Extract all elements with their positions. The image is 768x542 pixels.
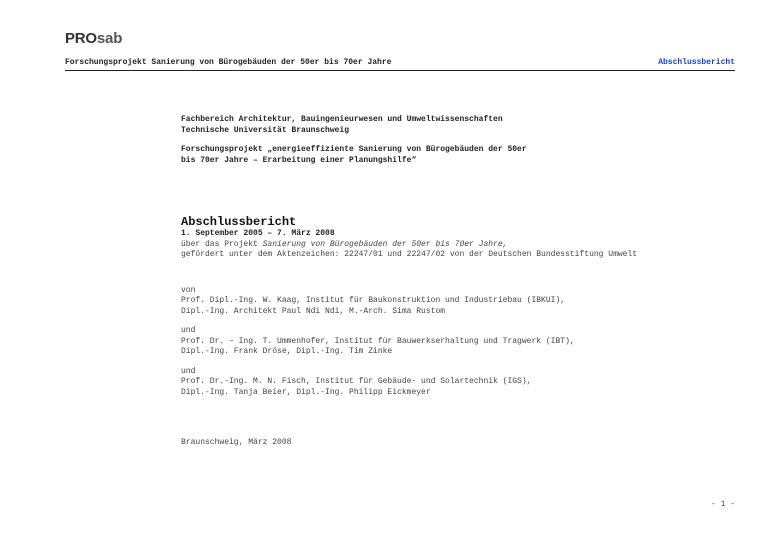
authors-und-2: und	[181, 366, 196, 376]
report-about-project: Sanierung von Bürogebäuden der 50er bis 70er Jahre,	[262, 239, 508, 249]
report-about-prefix: über das Projekt	[181, 239, 263, 249]
project-line-2: bis 70er Jahre – Erarbeitung einer Planungshilfe“	[181, 155, 417, 165]
page-number: - 1 -	[710, 500, 735, 509]
institution-line-2: Technische Universität Braunschweig	[181, 125, 350, 135]
authors-von: von	[181, 285, 196, 295]
report-period: 1. September 2005 – 7. März 2008	[181, 229, 335, 238]
running-header	[65, 58, 735, 71]
author-group-3-line-1: Prof. Dr.-Ing. M. N. Fisch, Institut für Gebäude- und Solartechnik (IGS),	[181, 377, 532, 386]
logo-text-sab: sab	[96, 30, 123, 47]
institution-block	[181, 115, 741, 136]
authors-block	[181, 286, 741, 399]
author-group-2-line-1: Prof. Dr. – Ing. T. Ummenhofer, Institut für Bauwerkserhaltung und Tragwerk (IBT),	[181, 336, 575, 346]
report-title: Abschlussbericht	[181, 215, 297, 229]
author-group-3-line-2: Dipl.-Ing. Tanja Beier, Dipl.-Ing. Philipp Eickmeyer	[181, 387, 431, 397]
place-and-date: Braunschweig, März 2008	[181, 438, 292, 447]
author-group-1-line-2: Dipl.-Ing. Architekt Paul Ndi Ndi, M.-Arch. Sima Rustom	[181, 306, 446, 316]
title-page-content	[181, 115, 741, 449]
report-about	[181, 240, 741, 251]
project-line-1: Forschungsprojekt „energieeffiziente Sanierung von Bürogebäuden der 50er	[181, 145, 527, 154]
header-project-title: Forschungsprojekt Sanierung von Bürogebäuden der 50er bis 70er Jahre	[65, 58, 392, 67]
prosab-logo	[65, 30, 122, 47]
header-report-label: Abschlussbericht	[658, 58, 735, 67]
author-group-1	[181, 286, 741, 318]
author-group-2	[181, 326, 741, 358]
author-group-1-line-1: Prof. Dipl.-Ing. W. Kaag, Institut für Baukonstruktion und Industriebau (IBKUI),	[181, 296, 566, 305]
report-funding: gefördert unter dem Aktenzeichen: 22247/01 und 22247/02 von der Deutschen Bundesstiftung Umwelt	[181, 250, 638, 259]
institution-line-1: Fachbereich Architektur, Bauingenieurwesen und Umweltwissenschaften	[181, 115, 503, 124]
authors-und-1: und	[181, 326, 196, 335]
logo-text-pro: PRO	[65, 30, 97, 47]
project-block	[181, 145, 741, 166]
author-group-3	[181, 367, 741, 399]
author-group-2-line-2: Dipl.-Ing. Frank Dröse, Dipl.-Ing. Tim Zinke	[181, 347, 393, 356]
